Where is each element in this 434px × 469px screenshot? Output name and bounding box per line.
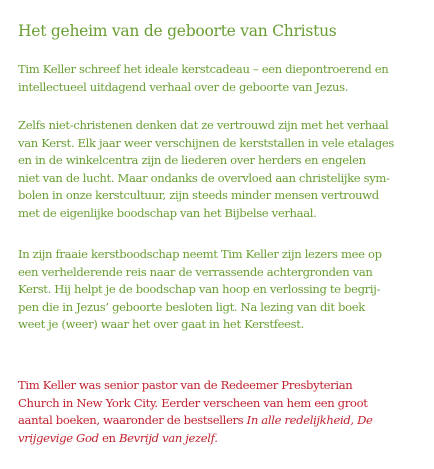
- text-line: Kerst. Hij helpt je de boodschap van hoop en verlossing te begrij-: [18, 282, 381, 296]
- text-line: een verhelderende reis naar de verrassende achtergronden van: [18, 264, 373, 279]
- text-line: pen die in Jezus’ geboorte besloten ligt. Na lezing van dit boek: [18, 299, 365, 314]
- context-paragraph: [18, 117, 420, 222]
- book-title-italic: Bevrijd van jezelf.: [118, 430, 218, 445]
- text-line: van Kerst. Elk jaar weer verschijnen de kerststallen in vele etalages: [18, 135, 395, 150]
- text-line: weet je (weer) waar het over gaat in het Kerstfeest.: [18, 317, 304, 331]
- bio-line: Church in New York City. Eerder verscheen van hem een groot: [18, 395, 368, 410]
- bio-line: [18, 430, 420, 448]
- text-line: Zelfs niet-christenen denken dat ze vertrouwd zijn met het verhaal: [18, 118, 389, 132]
- text-line: intellectueel uitdagend verhaal over de geboorte van Jezus.: [18, 79, 349, 94]
- text-line: met de eigenlijke boodschap van het Bijbelse verhaal.: [18, 205, 317, 220]
- intro-paragraph: [18, 61, 420, 96]
- text-line: bolen in onze kerstcultuur, zijn steeds minder mensen vertrouwd: [18, 188, 379, 202]
- book-title: Het geheim van de geboorte van Christus: [18, 22, 337, 40]
- text-line: Tim Keller schreef het ideale kerstcadeau – een diepontroerend en: [18, 62, 389, 76]
- bio-text: aantal boeken, waaronder de bestsellers: [18, 413, 247, 427]
- book-title-italic: vrijgevige God: [18, 430, 99, 445]
- text-line: niet van de lucht. Maar ondanks de overvloed aan christelijke sym-: [18, 170, 390, 185]
- text-line: In zijn fraaie kerstboodschap neemt Tim Keller zijn lezers mee op: [18, 247, 382, 261]
- message-paragraph: [18, 246, 420, 334]
- author-bio: [18, 377, 420, 447]
- bio-line: [18, 412, 420, 430]
- bio-line: Tim Keller was senior pastor van de Redeemer Presbyterian: [18, 378, 353, 392]
- bio-text: en: [98, 430, 119, 445]
- text-line: en in de winkelcentra zijn de liederen over herders en engelen: [18, 153, 366, 167]
- book-title-italic: In alle redelijkheid, De: [246, 413, 373, 427]
